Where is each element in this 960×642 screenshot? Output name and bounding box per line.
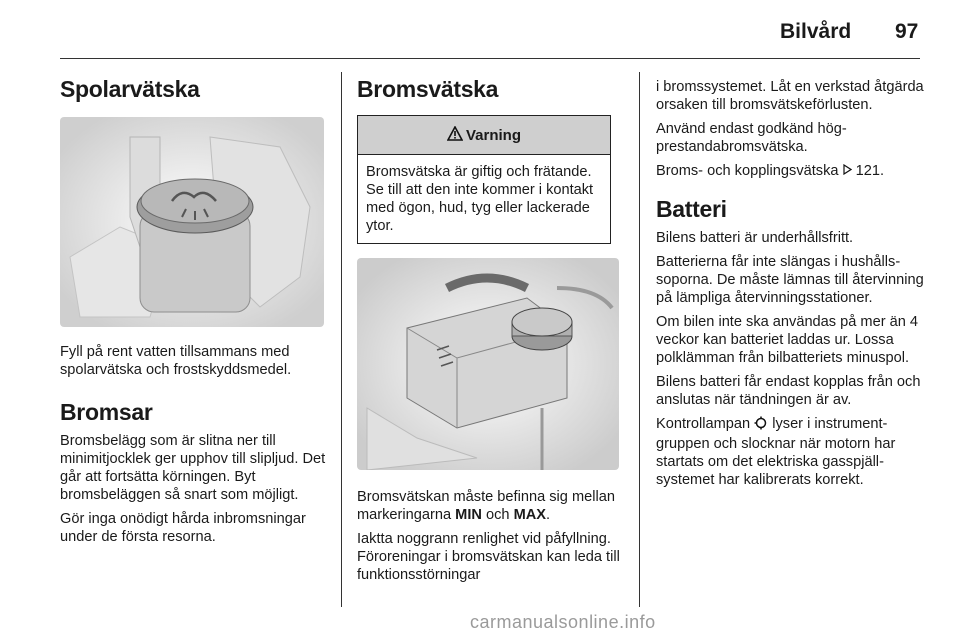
paragraph-braking: Gör inga onödigt hårda inbromsningar under de första resorna. — [60, 511, 306, 545]
reference-period: . — [879, 163, 885, 179]
brake-fluid-illustration — [357, 258, 619, 470]
section-heading-batteri: Batteri — [656, 196, 727, 222]
paragraph-brake-fluid-level — [357, 488, 627, 524]
label-max: MAX — [513, 507, 546, 523]
section-heading-bromsvatska: Bromsvätska — [357, 76, 499, 102]
header-title: Bilvård — [780, 20, 852, 43]
paragraph-brake-pads: Bromsbelägg som är slitna ner till minimitjocklek ger upphov till slipljud. Det går att fortsätta körningen. Byt bromsbeläggen så snart som möjligt. — [60, 433, 326, 503]
label-min: MIN — [455, 507, 482, 523]
paragraph-cleanliness: Iaktta noggrann renlighet vid påfyllning. Föroreningar i bromsvätskan kan leda till funktionsstörningar — [357, 531, 620, 583]
warning-triangle-icon — [447, 126, 463, 145]
page-reference-link[interactable]: 121 — [855, 163, 880, 179]
page-number: 97 — [895, 20, 919, 43]
column-divider-1 — [341, 72, 342, 607]
caption-and: och — [481, 507, 514, 523]
section-heading-bromsar: Bromsar — [60, 399, 153, 425]
paragraph-brake-system: i bromssystemet. Låt en verkstad åtgärda orsaken till bromsvätskeförlusten. — [656, 79, 924, 113]
control-lamp-text-post: lyser i instrumentgruppen och slocknar när motorn har startats om det elektriska gasspjällsystemet har kalibrerats korrekt. — [656, 416, 896, 488]
paragraph-disposal: Batterierna får inte slängas i hushållssoporna. De måste lämnas till återvinning på lämpliga återvinningsstationer. — [656, 254, 924, 306]
caption-text: Bromsvätskan måste befinna sig mellan markeringarna — [357, 489, 615, 523]
column-2 — [357, 72, 627, 590]
paragraph-control-lamp — [656, 415, 924, 489]
warning-box — [357, 115, 611, 244]
paragraph-disconnect: Bilens batteri får endast kopplas från och anslutas när tändningen är av. — [656, 374, 921, 408]
control-lamp-icon — [754, 416, 768, 435]
caption-period: . — [546, 507, 551, 523]
header-rule — [60, 58, 920, 59]
warning-label: Varning — [465, 126, 521, 144]
warning-header — [358, 116, 610, 155]
column-1 — [60, 72, 330, 552]
column-3 — [656, 72, 924, 495]
column-divider-2 — [639, 72, 640, 607]
washer-fluid-illustration — [60, 117, 324, 327]
paragraph-storage: Om bilen inte ska användas på mer än 4 veckor kan batteriet laddas ur. Lossa polklämman från bilbatteriets minuspol. — [656, 314, 919, 366]
paragraph-maintenance-free: Bilens batteri är underhållsfritt. — [656, 230, 854, 246]
paragraph-approved-fluid: Använd endast godkänd högprestandabromsvätska. — [656, 121, 847, 155]
warning-text: Bromsvätska är giftig och frätande. Se till att den inte kommer i kontakt med ögon, hud, tyg eller lackerade ytor. — [366, 164, 594, 234]
paragraph-washer-fluid: Fyll på rent vatten tillsammans med spolarvätska och frostskyddsmedel. — [60, 344, 292, 378]
page-ref-arrow-icon — [843, 162, 852, 180]
reference-text: Broms- och kopplingsvätska — [656, 163, 843, 179]
section-heading-spolarvatska: Spolarvätska — [60, 76, 200, 102]
paragraph-fluid-reference — [656, 162, 924, 180]
control-lamp-text-pre: Kontrollampan — [656, 416, 755, 432]
watermark: carmanualsonline.info — [470, 612, 656, 632]
